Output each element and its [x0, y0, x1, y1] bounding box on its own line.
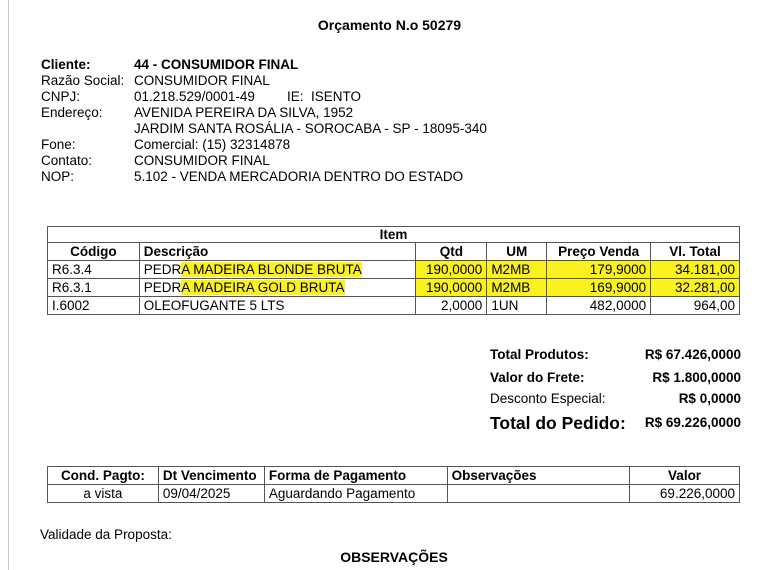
endereco-line1: AVENIDA PEREIRA DA SILVA, 1952: [134, 105, 354, 120]
header-um: UM: [487, 243, 547, 261]
total-pedido-value: R$ 69.226,0000: [644, 415, 741, 430]
total-pedido-label: Total do Pedido:: [490, 413, 626, 433]
cell-um: M2MB: [487, 261, 547, 279]
header-dt-vencimento: Dt Vencimento: [158, 467, 264, 485]
desconto-row: [490, 391, 741, 408]
razao-social-value: CONSUMIDOR FINAL: [134, 73, 270, 88]
nop-label: NOP:: [41, 169, 75, 184]
items-caption: Item: [48, 227, 740, 243]
total-produtos-value: R$ 67.426,0000: [644, 347, 741, 362]
desconto-label: Desconto Especial:: [490, 391, 606, 406]
valor-frete-label: Valor do Frete:: [490, 370, 585, 385]
highlight-mark: A MADEIRA GOLD BRUTA: [181, 280, 345, 295]
left-border-line: [8, 0, 9, 570]
observacoes-title: OBSERVAÇÕES: [340, 549, 448, 565]
document-title: Orçamento N.o 50279: [317, 17, 462, 33]
cell-preco: 179,9000: [547, 261, 651, 279]
cell-descricao: [139, 279, 416, 297]
cell-um: M2MB: [487, 279, 547, 297]
cell-codigo: R6.3.4: [48, 261, 140, 279]
valor-frete-value: R$ 1.800,0000: [652, 370, 741, 385]
header-qtd: Qtd: [416, 243, 487, 261]
cliente-label: Cliente:: [41, 57, 91, 72]
table-row: [48, 279, 740, 297]
header-valor: Valor: [630, 467, 740, 485]
cell-observacoes: [447, 485, 629, 503]
items-header-row: [48, 243, 740, 261]
header-total: Vl. Total: [651, 243, 740, 261]
header-codigo: Código: [48, 243, 140, 261]
cliente-value: 44 - CONSUMIDOR FINAL: [134, 57, 299, 72]
header-preco: Preço Venda: [547, 243, 651, 261]
payment-table: [47, 466, 740, 503]
payment-header-row: [48, 467, 740, 485]
valor-frete-row: [490, 370, 741, 387]
table-row: [48, 297, 740, 315]
table-row: [48, 261, 740, 279]
highlight-mark: A MADEIRA BLONDE BRUTA: [181, 262, 362, 277]
nop-value: 5.102 - VENDA MERCADORIA DENTRO DO ESTADO: [134, 169, 464, 184]
header-descricao: Descrição: [139, 243, 416, 261]
items-caption-row: [48, 227, 740, 243]
cell-codigo: I.6002: [48, 297, 140, 315]
endereco-label: Endereço:: [41, 105, 103, 120]
cell-cond-pagto: a vista: [48, 485, 159, 503]
cell-valor: 69.226,0000: [630, 485, 740, 503]
cell-descricao-prefix: PEDR: [143, 262, 182, 277]
ie-value: IE: ISENTO: [287, 89, 362, 104]
cell-preco: 169,9000: [547, 279, 651, 297]
cell-qtd: 190,0000: [416, 279, 487, 297]
cell-forma-pagamento: Aguardando Pagamento: [264, 485, 447, 503]
desconto-value: R$ 0,0000: [678, 391, 741, 406]
cell-codigo: R6.3.1: [48, 279, 140, 297]
cell-descricao: [139, 261, 416, 279]
fone-label: Fone:: [41, 137, 76, 152]
cell-descricao-prefix: PEDR: [143, 280, 182, 295]
cell-total: 34.181,00: [651, 261, 740, 279]
fone-value: Comercial: (15) 32314878: [134, 137, 291, 152]
validade-proposta: Validade da Proposta:: [40, 527, 172, 542]
table-row: [48, 485, 740, 503]
contato-label: Contato:: [41, 153, 93, 168]
cell-um: 1UN: [487, 297, 547, 315]
razao-social-label: Razão Social:: [41, 73, 125, 88]
endereco-line2: JARDIM SANTA ROSÁLIA - SOROCABA - SP - 18095-340: [134, 121, 487, 136]
header-cond-pagto: Cond. Pagto:: [48, 467, 159, 485]
cell-qtd: 190,0000: [416, 261, 487, 279]
total-produtos-row: [490, 347, 741, 364]
items-table: [47, 226, 740, 315]
cell-total: 32.281,00: [651, 279, 740, 297]
header-forma-pagamento: Forma de Pagamento: [264, 467, 447, 485]
cell-descricao: OLEOFUGANTE 5 LTS: [139, 297, 416, 315]
cell-total: 964,00: [651, 297, 740, 315]
cell-qtd: 2,0000: [416, 297, 487, 315]
contato-value: CONSUMIDOR FINAL: [134, 153, 270, 168]
cnpj-label: CNPJ:: [41, 89, 81, 104]
header-observacoes: Observações: [447, 467, 629, 485]
total-produtos-label: Total Produtos:: [490, 347, 589, 362]
cell-preco: 482,0000: [547, 297, 651, 315]
total-pedido-row: [490, 413, 741, 435]
cell-dt-vencimento: 09/04/2025: [158, 485, 264, 503]
cnpj-value: 01.218.529/0001-49: [134, 89, 255, 104]
